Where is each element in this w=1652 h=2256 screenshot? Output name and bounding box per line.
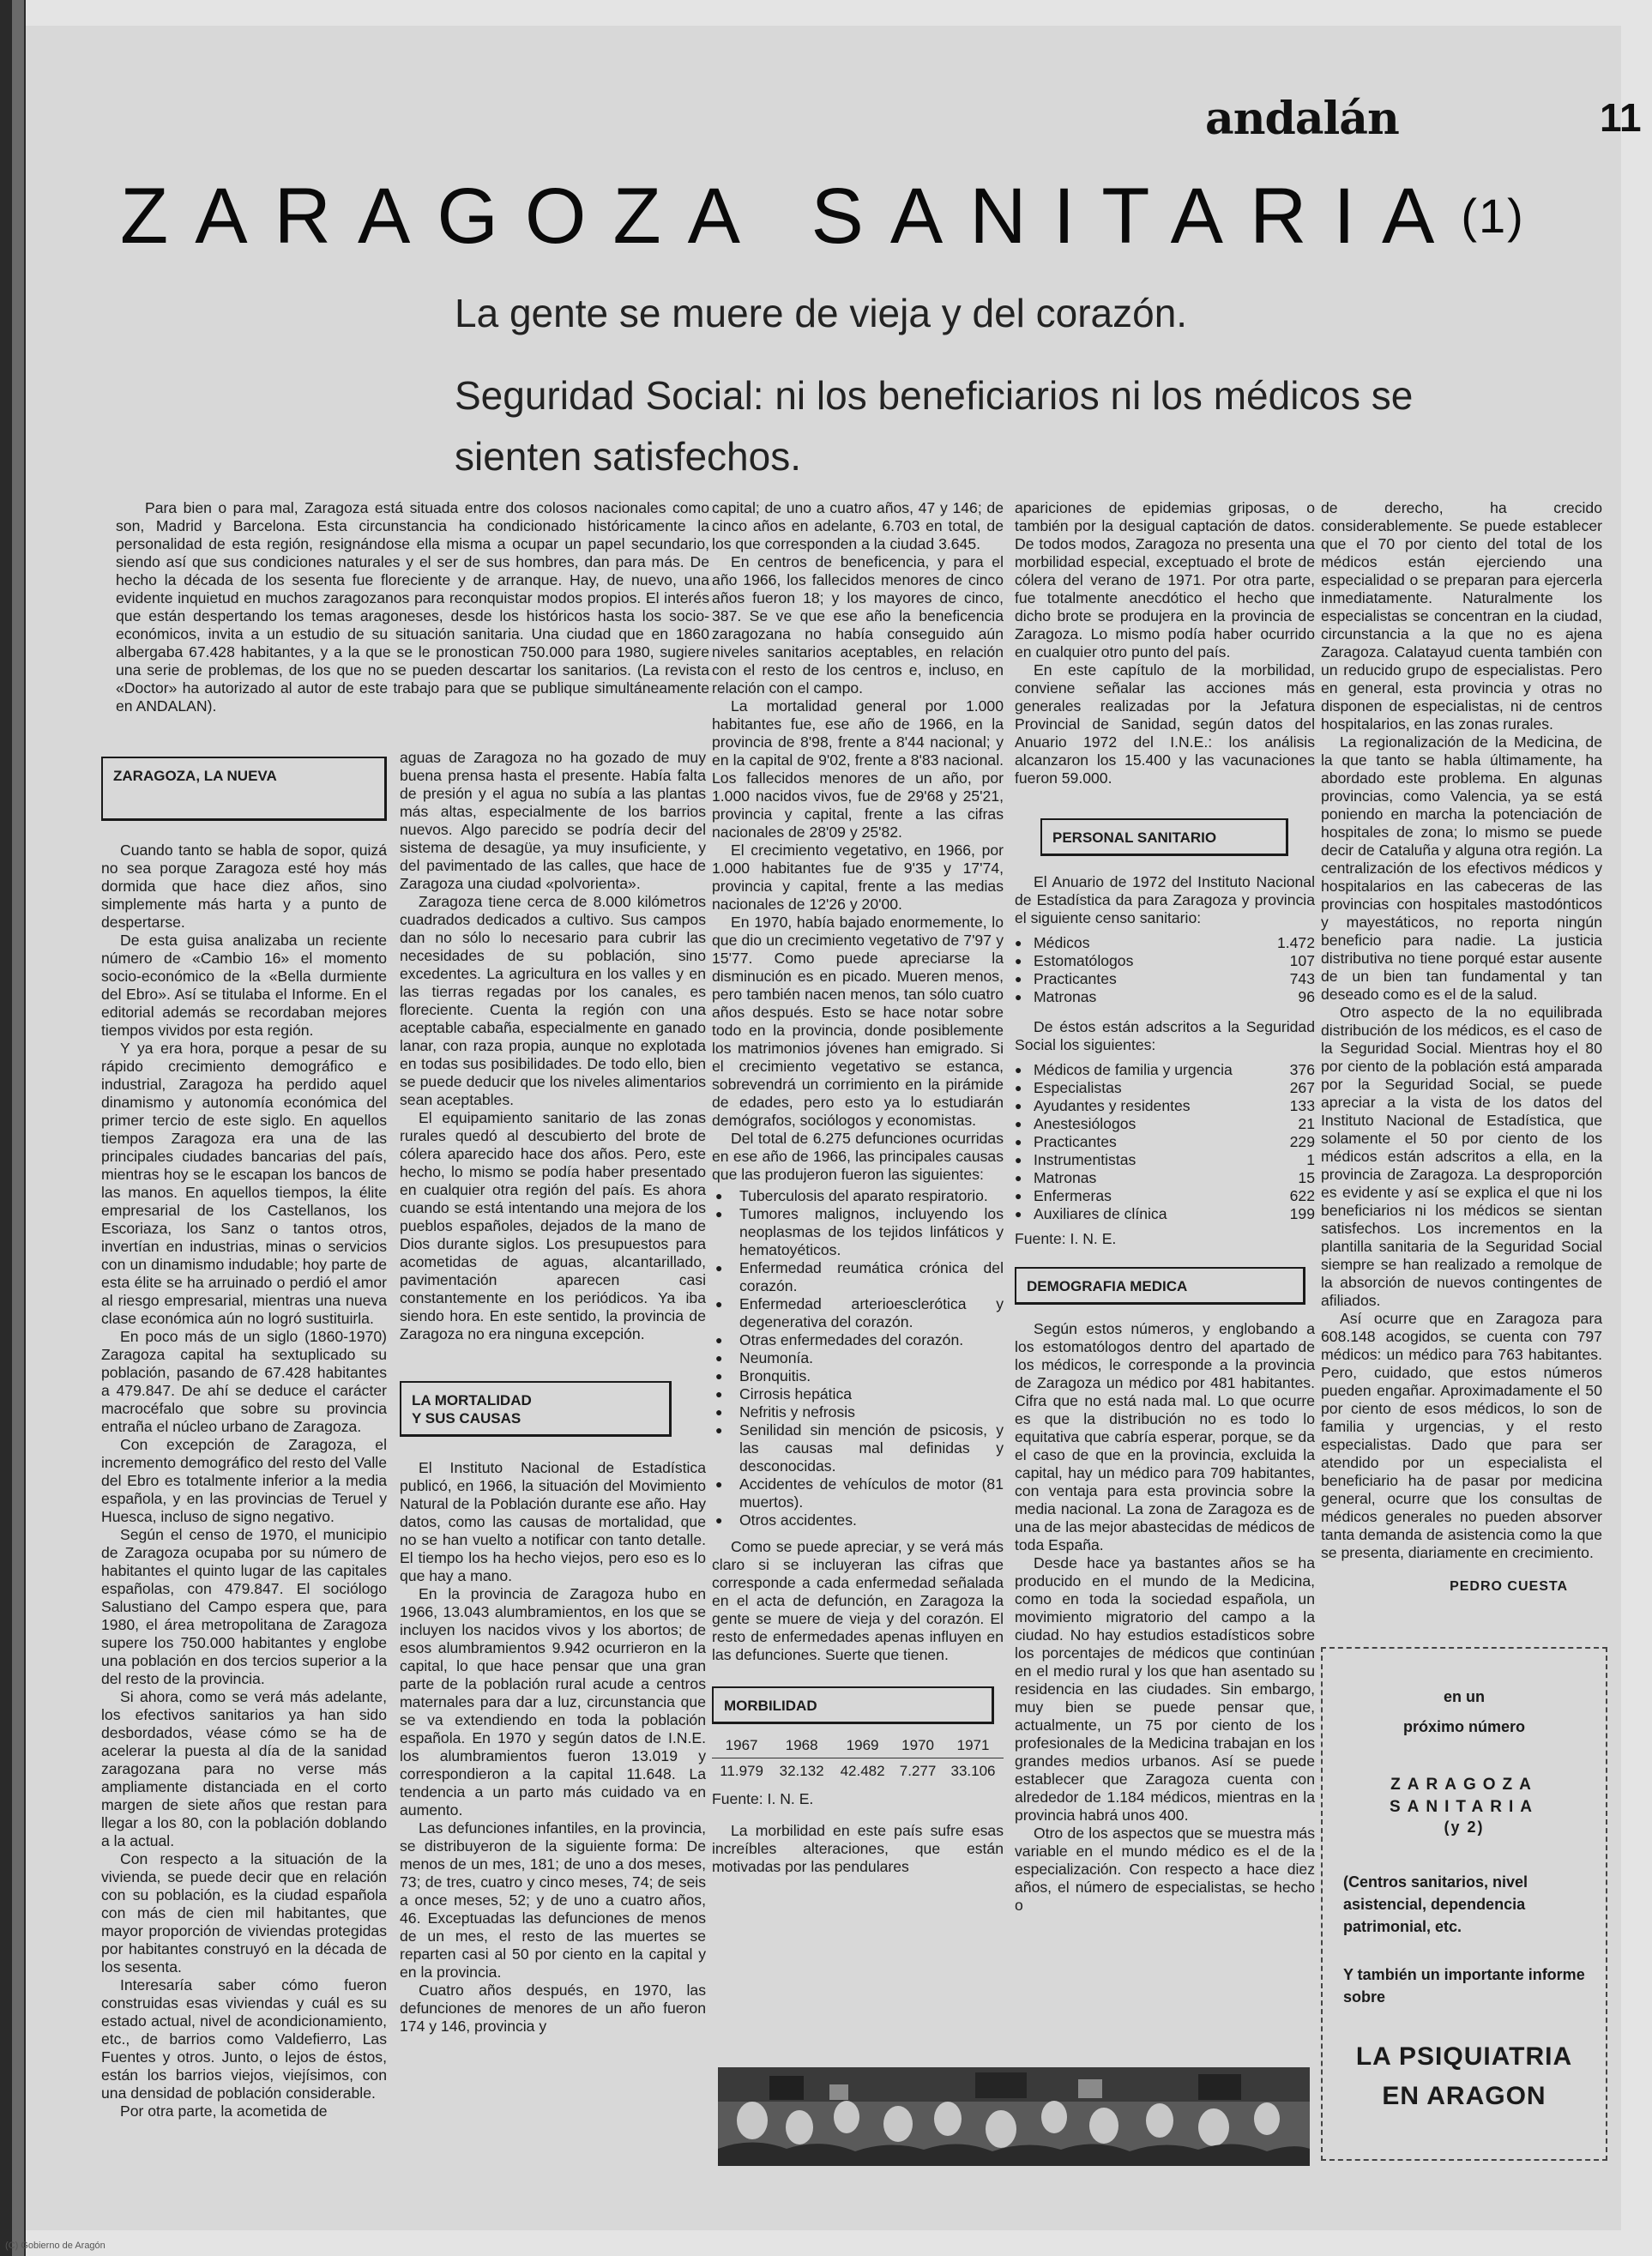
promo-feature-line: EN ARAGON <box>1382 2082 1546 2110</box>
section-heading-line-2: Y SUS CAUSAS <box>412 1410 522 1427</box>
paragraph: En la provincia de Zaragoza hubo en 1966, 13.043 alumbramientos, en los que se incluyen los nacidos vivos y los abortos; de esos alumbramientos 9.942 ocurrieron en la capital, lo que hace pensar que una gran parte de la población rural acude a centros maternales para dar a luz, circunstancia que se va extendiendo en toda la población española. En 1970 y según datos de I.N.E. los alumbramientos fueron 13.019 y correspondieron a la capital 11.648. La tendencia a un parto más cuidado va en aumento. <box>400 1585 706 1819</box>
promo-feature-line: LA PSIQUIATRIA <box>1355 2042 1573 2071</box>
section-heading-text: DEMOGRAFIA MEDICA <box>1027 1278 1188 1294</box>
list-item: ● Enfermedad reumática crónica del corazón. <box>733 1259 1004 1295</box>
table-row: ● Ayudantes y residentes 133 <box>1015 1097 1315 1114</box>
paragraph: Por otra parte, la acometida de <box>120 2102 328 2120</box>
table-cell: 1 <box>1306 1151 1315 1168</box>
paragraph: Con respecto a la situación de la vivienda, se puede decir que en relación con su población, es la ciudad española con más de cien mil habitantes, que mayor proporción de viviendas protegidas por habitantes construyó en la década de los sesenta. <box>101 1850 387 1976</box>
promo-feature-title <box>1323 2037 1606 2116</box>
table-cell: 11.979 <box>720 1763 763 1779</box>
table-cell: Médicos <box>1034 934 1090 951</box>
headline <box>120 172 1621 262</box>
promo-title-line: SANITARIA <box>1389 1798 1540 1816</box>
table-cell: Matronas <box>1034 1169 1097 1186</box>
paragraph: Zaragoza tiene cerca de 8.000 kilómetros cuadrados dedicados a cultivo. Sus campos dan no sólo lo necesario para cubrir las necesidades de su población, sino excedentes. La agricultura en los valles y en las tierras regadas por los canales, es floreciente. Cuenta la región con una aceptable cabaña, especialmente en ganado lanar, con raza propia, aunque no explotada en todas sus posibilidades. De todo ello, bien se puede deducir que los niveles alimentarios sean aceptables. <box>400 893 706 1108</box>
list-item: ● Otras enfermedades del corazón. <box>733 1331 1004 1349</box>
table-cell: 42.482 <box>840 1763 885 1779</box>
paragraph: Otro de los aspectos que se muestra más variable en el mundo médico es el de la especialización. Con respecto a hace diez años, el número de especialistas, se hecho o <box>1015 1825 1315 1914</box>
paragraph: Cuatro años después, en 1970, las defunciones de menores de un año fueron 174 y 146, provincia y <box>400 1982 706 2035</box>
table-cell: 7.277 <box>899 1763 937 1779</box>
table-row: ● Instrumentistas 1 <box>1015 1151 1315 1168</box>
promo-line: próximo número <box>1402 1718 1525 1735</box>
subheadline-line-3: sienten satisfechos. <box>455 434 802 479</box>
table-cell: Médicos de familia y urgencia <box>1034 1061 1233 1078</box>
section-heading-line-1: LA MORTALIDAD <box>412 1392 532 1408</box>
promo-title-line: ZARAGOZA <box>1390 1776 1538 1794</box>
paragraph: La regionalización de la Medicina, de la que tanto se habla últimamente, ha abordado este problema. En algunas provincias, como Valencia, ya se está poniendo en marcha la potenciación de hospitales de zona; lo mismo se puede decir de Cataluña y alguna otra región. La centralización de los efectivos médicos y hospitalarios en las cabeceras de las provincias con hospitales mastodónticos y mayestáticos, no reporta ningún beneficio para nadie. La justicia distributiva no tiene porqué estar ausente de un bien tan fundamental y tan deseado como es el de la salud. <box>1321 733 1602 1003</box>
paragraph: Desde hace ya bastantes años se ha producido en el mundo de la Medicina, como en toda la sociedad española, un movimiento migratorio del campo a la ciudad. No hay estudios estadísticos sobre los porcentajes de médicos que continúan en el medio rural y los que han asentado su residencia en las ciudades. Sin embargo, muy bien se puede pensar que, actualmente, un 75 por ciento de los profesionales de la Medicina trabajan en los grandes medios urbanos. Así se puede establecer que Zaragoza cuenta con alrededor de 1.184 médicos, mientras en la provincia habrá unos 400. <box>1015 1554 1315 1824</box>
paragraph: apariciones de epidemias griposas, o también por la desigual captación de datos. De todos modos, Zaragoza no presenta una morbilidad especial, exceptuado el brote de cólera del verano de 1971. Por otra parte, fue totalmente anecdótico el hecho que dicho brote se produjera en la provincia de Zaragoza. Lo mismo podía haber ocurrido en cualquier otro punto del país. <box>1015 499 1315 661</box>
section-heading-text: PERSONAL SANITARIO <box>1052 829 1217 846</box>
masthead-logo: andalán <box>1205 93 1399 145</box>
column-2 <box>400 749 706 2036</box>
source-note: Fuente: I. N. E. <box>712 1790 814 1807</box>
magazine-page <box>26 26 1642 2230</box>
paragraph: Las defunciones infantiles, en la provincia, se distribuyeron de la siguiente forma: De menos de un mes, 181; de uno a dos meses, 73; de tres, cuatro y cinco meses, 74; de seis a once meses, 52; y de uno a cuatro años, 46. Exceptuadas las defunciones de menos de un mes, el resto de las muertes se reparten casi al 50 por ciento en la capital y en la provincia. <box>400 1819 706 1981</box>
table-cell: Practicantes <box>1034 970 1117 987</box>
table-row: ● Matronas 15 <box>1015 1169 1315 1186</box>
intro-paragraph: Para bien o para mal, Zaragoza está situada entre dos colosos nacionales como son, Madrid y Barcelona. Esta circunstancia ha condicionado históricamente la personalidad de esta región, resignándose ella misma a ocupar un papel secundario, siendo así que sus condiciones naturales y el ser de sus hombres, dan para más. De hecho la década de los sesenta fue floreciente y de arranque. Hay, de nuevo, una evidente inquietud en muchos zaragozanos para reconquistar modos propios. El interés que están despertando los temas aragoneses, desde los históricos hasta los socio-económicos, invita a un estudio de su situación sanitaria. Una ciudad que en 1860 albergaba 67.428 habitantes, y a la que se le pronostican 750.000 para 1980, sugiere una serie de problemas, de los que no se pueden descartar los sanitarios. (La revista «Doctor» ha autorizado al autor de este trabajo para que se publique simultáneamente en ANDALAN). <box>116 499 709 715</box>
table-cell: 107 <box>1289 952 1315 969</box>
paragraph: De esta guisa analizaba un reciente número de «Cambio 16» el momento socio-económico de la «Bella durmiente del Ebro». Así se titulaba el Informe. En el editorial además se recordaban mejores tiempos vividos por esta región. <box>101 932 387 1039</box>
section-heading-text: ZARAGOZA, LA NUEVA <box>113 768 277 784</box>
table-row: ● Practicantes 229 <box>1015 1133 1315 1150</box>
table-cell: Enfermeras <box>1034 1187 1112 1204</box>
section-heading-zaragoza-la-nueva <box>101 757 387 821</box>
table-row: ● Médicos de familia y urgencia 376 <box>1015 1061 1315 1078</box>
headline-suffix: (1) <box>1461 189 1525 243</box>
column-5 <box>1321 499 1602 1595</box>
paragraph: En centros de beneficencia, y para el año 1966, los fallecidos menores de cinco años fueron 18; y los mayores de cinco, 387. Se ve que ese año la beneficencia zaragozana no había conseguido aún niveles sanitarios aceptables, en relación con el resto de los centros e, incluso, en relación con el campo. <box>712 553 1004 697</box>
table-cell: Instrumentistas <box>1034 1151 1137 1168</box>
section-heading-personal-sanitario <box>1040 818 1288 856</box>
paragraph: capital; de uno a cuatro años, 47 y 146; de cinco años en adelante, 6.703 en total, de los que corresponden a la ciudad 3.645. <box>712 499 1004 552</box>
list-item: ● Neumonía. <box>733 1349 1004 1367</box>
table-cell: 1968 <box>771 1733 832 1758</box>
column-4 <box>1015 499 1315 1915</box>
table-cell: Anestesiólogos <box>1034 1115 1137 1132</box>
list-item: ● Otros accidentes. <box>733 1511 1004 1529</box>
paragraph: Otro aspecto de la no equilibrada distribución de los médicos, es el caso de la Seguridad Social. Mientras hoy el 80 por ciento de la población está amparada por la Seguridad Social, se puede apreciar a la vista de los datos del Instituto Nacional de Estadística, que solamente el 50 por ciento de los médicos están adscritos a ella, en la provincia de Zaragoza. La desproporción es evidente y así se explica el que ni los beneficiarios ni los médicos se sientan satisfechos. Los incrementos en la plantilla sanitaria de la Seguridad Social siempre se han realizado a remolque de la absorción de nuevos contingentes de afiliados. <box>1321 1004 1602 1309</box>
subheadline-line-2: Seguridad Social: ni los beneficiarios ni los médicos se <box>455 373 1414 418</box>
paragraph: En poco más de un siglo (1860-1970) Zaragoza capital ha sextuplicado su población, pasando de 67.428 habitantes a 479.847. De ahí se deduce el carácter macrocéfalo que sobre su provincia entraña el núcleo urbano de Zaragoza. <box>101 1328 387 1435</box>
section-heading-demografia-medica <box>1015 1267 1305 1305</box>
copyright-note: (C) Gobierno de Aragón <box>5 2241 106 2251</box>
table-cell: 1971 <box>943 1733 1004 1758</box>
paragraph: La mortalidad general por 1.000 habitantes fue, ese año de 1966, en la provincia de 8'98, frente a 8'44 nacional; y en la capital de 9'02, frente a 8'83 nacional. Los fallecidos menores de un año, por 1.000 nacidos vivos, fue de 29'68 y 25'21, provincia y capital, frente a las cifras nacionales de 28'09 y 25'82. <box>712 697 1004 841</box>
paragraph: En 1970, había bajado enormemente, lo que dio un crecimiento vegetativo de 7'97 y 15'77. Como puede apreciarse la disminución es en picado. Mueren menos, pero también nacen menos, tan sólo cuatro años después. Esto se hace notar sobre todo en la provincia, donde posiblemente los matrimonios jóvenes han emigrado. Si el crecimiento vegetativo se estanca, sobrevendrá un corrimiento en la pirámide de edades, pero esto ya lo estudiarán demógrafos, sociólogos y economistas. <box>712 914 1004 1129</box>
table-cell: 622 <box>1289 1187 1315 1204</box>
table-cell: 21 <box>1298 1115 1315 1132</box>
promo-title-line: (y 2) <box>1444 1819 1485 1836</box>
table-cell: Especialistas <box>1034 1079 1122 1096</box>
table-row: ● Médicos 1.472 <box>1015 934 1315 951</box>
promo-topics: (Centros sanitarios, nivel asistencial, dependencia patrimonial, etc. <box>1343 1873 1528 1935</box>
table-row-values <box>712 1758 1004 1784</box>
table-row: ● Auxiliares de clínica 199 <box>1015 1205 1315 1222</box>
column-1 <box>101 745 387 2120</box>
paragraph: El Anuario de 1972 del Instituto Nacional de Estadística da para Zaragoza y provincia el siguiente censo sanitario: <box>1015 873 1315 926</box>
table-cell: Matronas <box>1034 988 1097 1005</box>
paragraph: Cuando tanto se habla de sopor, quizá no sea porque Zaragoza esté hoy más dormida que hace diez años, sino simplemente más harta y a punto de despertarse. <box>101 841 387 931</box>
table-row: ● Estomatólogos 107 <box>1015 952 1315 969</box>
paragraph: aguas de Zaragoza no ha gozado de muy buena prensa hasta el presente. Había falta de presión y el agua no subía a las plantas más altas, especialmente de los barrios nuevos. Algo parecido se podría decir del sistema de desagüe, ya muy insuficiente, y del pavimentado de las calles, que hace de Zaragoza una ciudad «polvorienta». <box>400 749 706 892</box>
table-cell: 743 <box>1289 970 1315 987</box>
table-row-years <box>712 1733 1004 1758</box>
paragraph: Y ya era hora, porque a pesar de su rápido crecimiento demográfico e industrial, Zaragoza ha perdido aquel dinamismo y autonomía económica del primer tercio de este siglo. En aquellos tiempos Zaragoza era una de las principales ciudades bancarias del país, mientras hoy se le escapan los bancos de las manos. En aquellos tiempos, la élite empresarial de los Castellanos, los Escoriaza, los Sanz o tantos otros, invertían en industrias, minas o servicios con un dinamismo indudable; hoy parte de esta élite se ha arruinado o perdió el amor al riesgo empresarial, mientras una nueva clase económica aún no logró sustituirla. <box>101 1040 387 1327</box>
list-item: ● Accidentes de vehículos de motor (81 muertos). <box>733 1475 1004 1511</box>
page-number: 11 <box>1600 95 1642 140</box>
paragraph: Así ocurre que en Zaragoza para 608.148 acogidos, se cuenta con 797 médicos: un médico para 763 habitantes. Pero, cuidado, que estos números pueden engañar. Aproximadamente el 50 por ciento de esos médicos, lo son de familia y urgencias, y el resto especialistas. Dado que para ser atendido por un especialista el beneficiario ha de pasar por medicina general, ocurre que los consultas de médicos generales no pueden absorver tanta demanda de asistencia como la que se presenta, diariamente en crecimiento. <box>1321 1310 1602 1561</box>
paragraph: Si ahora, como se verá más adelante, los efectivos sanitarios ya han sido desbordados, véase cómo se ha de acelerar la puesta al día de la sanidad zaragozana para no verse más ampliamente distanciada en el corto margen de siete años que restan para llegar a los 80, con la población doblando a la actual. <box>101 1688 387 1849</box>
table-cell: Practicantes <box>1034 1133 1117 1150</box>
staff-table-2 <box>1015 1061 1315 1223</box>
headline-text: ZARAGOZA SANITARIA <box>120 172 1462 260</box>
section-heading-morbilidad <box>712 1686 994 1724</box>
table-cell: 1967 <box>712 1733 771 1758</box>
paragraph: Como se puede apreciar, y se verá más claro si se incluyeran las cifras que corresponde a cada enfermedad señalada en el acta de defunción, en Zaragoza la gente se muere de vieja y del corazón. El resto de enfermedades apenas influyen en las defunciones. Suerte que tienen. <box>712 1538 1004 1663</box>
staff-table-1 <box>1015 934 1315 1006</box>
table-cell: 15 <box>1298 1169 1315 1186</box>
table-cell: 199 <box>1289 1205 1315 1222</box>
paragraph: El crecimiento vegetativo, en 1966, por 1.000 habitantes fue de 9'35 y 17'74, provincia y capital, frente a las medias nacionales de 12'26 y 20'00. <box>712 841 1004 913</box>
table-cell: 33.106 <box>950 1763 996 1779</box>
list-item: ● Cirrosis hepática <box>733 1385 1004 1403</box>
table-cell: 229 <box>1289 1133 1315 1150</box>
list-item: ● Tuberculosis del aparato respiratorio. <box>733 1187 1004 1205</box>
morbilidad-table <box>712 1733 1004 1783</box>
paragraph: El equipamiento sanitario de las zonas rurales quedó al descubierto del brote de cólera aparecido hace dos años. Pero, este hecho, lo mismo se podía haber presentado en cualquier otra región del país. Es ahora cuando se está intentando una mejora de los pueblos españoles, dejados de la mano de Dios durante siglos. Los presupuestos para acometidas de aguas, alcantarillado, pavimentación aparecen casi constantemente en los periódicos. Ya iba siendo hora. En este sentido, la provincia de Zaragoza no era ninguna excepción. <box>400 1109 706 1342</box>
list-item: ● Tumores malignos, incluyendo los neoplasmas de los tejidos linfáticos y hematoyéticos. <box>733 1205 1004 1259</box>
binding-spine-edge <box>12 0 24 2256</box>
table-cell: 1969 <box>832 1733 893 1758</box>
paragraph: Según el censo de 1970, el municipio de Zaragoza ocupaba por su número de habitantes el quinto lugar de las capitales españolas, con 479.847. El sociólogo Salustiano del Campo espera que, para 1980, el área metropolitana de Zaragoza supere los 750.000 habitantes y englobe una población en dos tercios superior a la del resto de la provincia. <box>101 1526 387 1687</box>
section-heading-la-mortalidad <box>400 1381 672 1437</box>
crowd-photo-illustration <box>718 2067 1310 2166</box>
table-cell: Estomatólogos <box>1034 952 1134 969</box>
paragraph: La morbilidad en este país sufre esas increíbles alteraciones, que están motivadas por las pendulares <box>712 1822 1004 1875</box>
table-cell: 1.472 <box>1276 934 1315 951</box>
table-row: ● Matronas 96 <box>1015 988 1315 1005</box>
paragraph: Con excepción de Zaragoza, el incremento demográfico del resto del Valle del Ebro es totalmente inferior a la media española, y en las provincias de Teruel y Huesca, incluso de signo negativo. <box>101 1436 387 1525</box>
table-row: ● Enfermeras 622 <box>1015 1187 1315 1204</box>
paragraph: De éstos están adscritos a la Seguridad Social los siguientes: <box>1015 1018 1315 1053</box>
table-cell: Auxiliares de clínica <box>1034 1205 1167 1222</box>
paragraph: Interesaría saber cómo fueron construidas esas viviendas y cuál es su estado actual, nivel de acondicionamiento, etc., de barrios como Valdefierro, Las Fuentes y otros. Junto, o lejos de éstos, están los barrios viejos, viejísimos, con una densidad de población considerable. <box>101 1976 387 2102</box>
table-cell: 32.132 <box>779 1763 824 1779</box>
paragraph: En este capítulo de la morbilidad, conviene señalar las acciones más generales realizadas por la Jefatura Provincial de Sanidad, según datos del Anuario 1972 del I.N.E.: los análisis alcanzaron los 15.400 y las vacunaciones fueron 59.000. <box>1015 661 1315 787</box>
subheadline-line-1: La gente se muere de vieja y del corazón. <box>455 291 1188 335</box>
list-item: ● Bronquitis. <box>733 1367 1004 1385</box>
next-issue-promo <box>1321 1647 1607 2161</box>
promo-extra: Y también un importante informe sobre <box>1343 1966 1585 2006</box>
table-cell: 1970 <box>893 1733 943 1758</box>
causes-list <box>712 1187 1004 1529</box>
table-cell: 376 <box>1289 1061 1315 1078</box>
paragraph: El Instituto Nacional de Estadística publicó, en 1966, la situación del Movimiento Natural de la Población durante ese año. Hay datos, como las causas de mortalidad, que no se han vuelto a notificar con tanto detalle. El tiempo los ha hecho viejos, pero eso es lo que hay a mano. <box>400 1459 706 1584</box>
author-byline: PEDRO CUESTA <box>1450 1579 1568 1594</box>
table-row: ● Anestesiólogos 21 <box>1015 1115 1315 1132</box>
table-cell: 96 <box>1298 988 1315 1005</box>
paragraph: de derecho, ha crecido considerablemente. Se puede establecer que el 70 por ciento del total de los médicos están ejerciendo una especialidad o se preparan para ejercerla inmediatamente. Naturalmente los especialistas se concentran en la ciudad, circunstancia a la que no es ajena Zaragoza. Calatayud cuenta también con un reducido grupo de especialistas. Pero en general, esta provincia y otras no disponen de especialistas, ni de centros hospitalarios, en las zonas rurales. <box>1321 499 1602 733</box>
column-3 <box>712 499 1004 1876</box>
paragraph: Del total de 6.275 defunciones ocurridas en ese año de 1966, las principales causas que las produjeron fueron las siguientes: <box>712 1130 1004 1183</box>
list-item: ● Enfermedad arterioesclerótica y degenerativa del corazón. <box>733 1295 1004 1331</box>
source-note: Fuente: I. N. E. <box>1015 1230 1117 1247</box>
promo-line: en un <box>1444 1688 1485 1705</box>
table-row: ● Practicantes 743 <box>1015 970 1315 987</box>
list-item: ● Senilidad sin mención de psicosis, y las causas mal definidas y desconocidas. <box>733 1421 1004 1475</box>
table-cell: 267 <box>1289 1079 1315 1096</box>
table-cell: Ayudantes y residentes <box>1034 1097 1191 1114</box>
paragraph: Según estos números, y englobando a los estomatólogos dentro del apartado de los médicos, le corresponde a la provincia de Zaragoza un médico por 481 habitantes. Cifra que no está nada mal. Lo que ocurre es que la distribución no es todo lo equitativa que cabría esperar, porque, se da el caso de que en la provincia, excluida la capital, hay un médico para 709 habitantes, con ventaja para esta provincia sobre la media nacional. La zona de Zaragoza es de una de las mejor abastecidas de médicos de toda España. <box>1015 1320 1315 1553</box>
binding-spine <box>0 0 26 2256</box>
list-item: ● Nefritis y nefrosis <box>733 1403 1004 1421</box>
crowd-photo <box>718 2067 1310 2166</box>
table-cell: 133 <box>1289 1097 1315 1114</box>
section-heading-text: MORBILIDAD <box>724 1698 817 1714</box>
table-row: ● Especialistas 267 <box>1015 1079 1315 1096</box>
